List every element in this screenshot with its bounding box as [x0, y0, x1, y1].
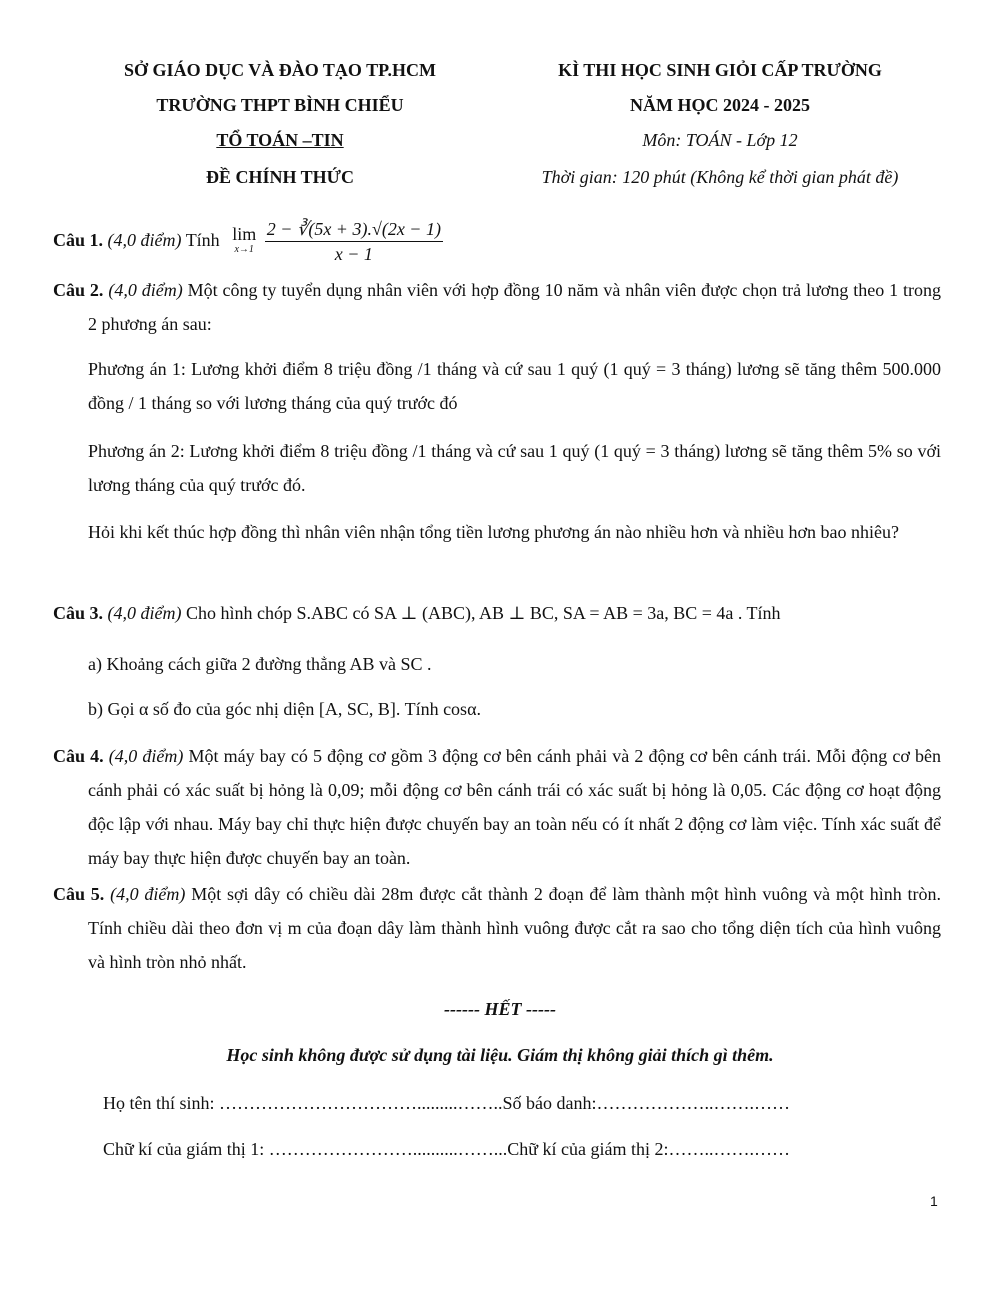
q3-text: Cho hình chóp S.ABC có SA ⊥ (ABC), AB ⊥ BC, SA = AB = 3a, BC = 4a . Tính	[186, 603, 781, 623]
exam-title: KÌ THI HỌC SINH GIỎI CẤP TRƯỜNG	[558, 60, 882, 80]
page-number: 1	[930, 1193, 938, 1209]
official-label: ĐỀ CHÍNH THỨC	[205, 167, 355, 187]
duration: Thời gian: 120 phút (Không kể thời gian phát đề)	[541, 167, 899, 187]
q3-part-a: a) Khoảng cách giữa 2 đường thẳng AB và SC .	[88, 654, 432, 674]
q1-denominator: x − 1	[334, 244, 373, 265]
question-5	[53, 877, 941, 979]
school-year: NĂM HỌC 2024 - 2025	[630, 95, 810, 115]
q1-label: Câu 1.	[53, 230, 104, 250]
end-marker: ------ HẾT -----	[444, 999, 556, 1019]
q4-label: Câu 4.	[53, 746, 104, 766]
q5-text: Một sợi dây có chiều dài 28m được cắt thành 2 đoạn để làm thành một hình vuông và một hình tròn. Tính chiều dài theo đơn vị m của đoạn dây làm thành hình vuông được cắt ra sao cho tổng diện tích của hình vuông và hình tròn nhỏ nhất.	[88, 884, 942, 972]
q2-option-1: Phương án 1: Lương khởi điểm 8 triệu đồng /1 tháng và cứ sau 1 quý (1 quý = 3 tháng) lương sẽ tăng thêm 500.000 đồng / 1 tháng so với lương tháng của quý trước đó	[88, 359, 941, 413]
subject: Môn: TOÁN - Lớp 12	[642, 130, 798, 150]
dept-name: SỞ GIÁO DỤC VÀ ĐÀO TẠO TP.HCM	[124, 60, 436, 80]
q2-question: Hỏi khi kết thúc hợp đồng thì nhân viên nhận tổng tiền lương phương án nào nhiều hơn và nhiều hơn bao nhiêu?	[88, 522, 899, 542]
q2-option-2: Phương án 2: Lương khởi điểm 8 triệu đồng /1 tháng và cứ sau 1 quý (1 quý = 3 tháng) lương sẽ tăng thêm 5% so với lương tháng của quý trước đó.	[88, 441, 941, 495]
question-2	[53, 273, 941, 341]
q4-text: Một máy bay có 5 động cơ gồm 3 động cơ bên cánh phải và 2 động cơ bên cánh trái. Mỗi động cơ bên cánh phải có xác suất bị hỏng là 0,09; mỗi động cơ bên cánh trái có xác suất bị hỏng là 0,05. Các động cơ hoạt động độc lập với nhau. Máy bay chỉ thực hiện được chuyến bay an toàn nếu có ít nhất 2 động cơ làm việc. Tính xác suất để máy bay thực hiện được chuyến bay an toàn.	[88, 746, 942, 868]
question-1	[53, 214, 941, 266]
q4-points: (4,0 điểm)	[108, 746, 184, 766]
question-4	[53, 739, 941, 875]
school-name: TRƯỜNG THPT BÌNH CHIỂU	[156, 95, 404, 115]
group-name: TỔ TOÁN –TIN	[216, 130, 344, 150]
q2-intro: Một công ty tuyển dụng nhân viên với hợp đồng 10 năm và nhân viên được chọn trả lương theo 1 trong 2 phương án sau:	[88, 280, 942, 334]
candidate-name-line: Họ tên thí sinh: …………………………….........……..Số báo danh:………………..…….……	[103, 1093, 790, 1113]
exam-note: Học sinh không được sử dụng tài liệu. Giám thị không giải thích gì thêm.	[226, 1045, 774, 1065]
q3-part-b: b) Gọi α số đo của góc nhị diện [A, SC, B]. Tính cosα.	[88, 699, 481, 719]
lim-subscript: x→1	[234, 243, 254, 255]
q1-fraction	[265, 217, 443, 266]
q3-points: (4,0 điểm)	[107, 603, 182, 623]
q2-points: (4,0 điểm)	[108, 280, 183, 300]
q2-label: Câu 2.	[53, 280, 104, 300]
proctor-signature-line: Chữ kí của giám thị 1: ……………………..........……...Chữ kí của giám thị 2:……..…….……	[103, 1139, 790, 1159]
question-3	[53, 596, 941, 630]
q1-numerator: 2 − ∛(5x + 3).√(2x − 1)	[265, 217, 443, 242]
q1-limit	[232, 223, 257, 258]
q5-label: Câu 5.	[53, 884, 105, 904]
q1-points: (4,0 điểm)	[107, 230, 182, 250]
q5-points: (4,0 điểm)	[110, 884, 186, 904]
q1-text: Tính	[185, 230, 220, 250]
q3-label: Câu 3.	[53, 603, 104, 623]
lim-symbol: lim	[232, 223, 257, 244]
